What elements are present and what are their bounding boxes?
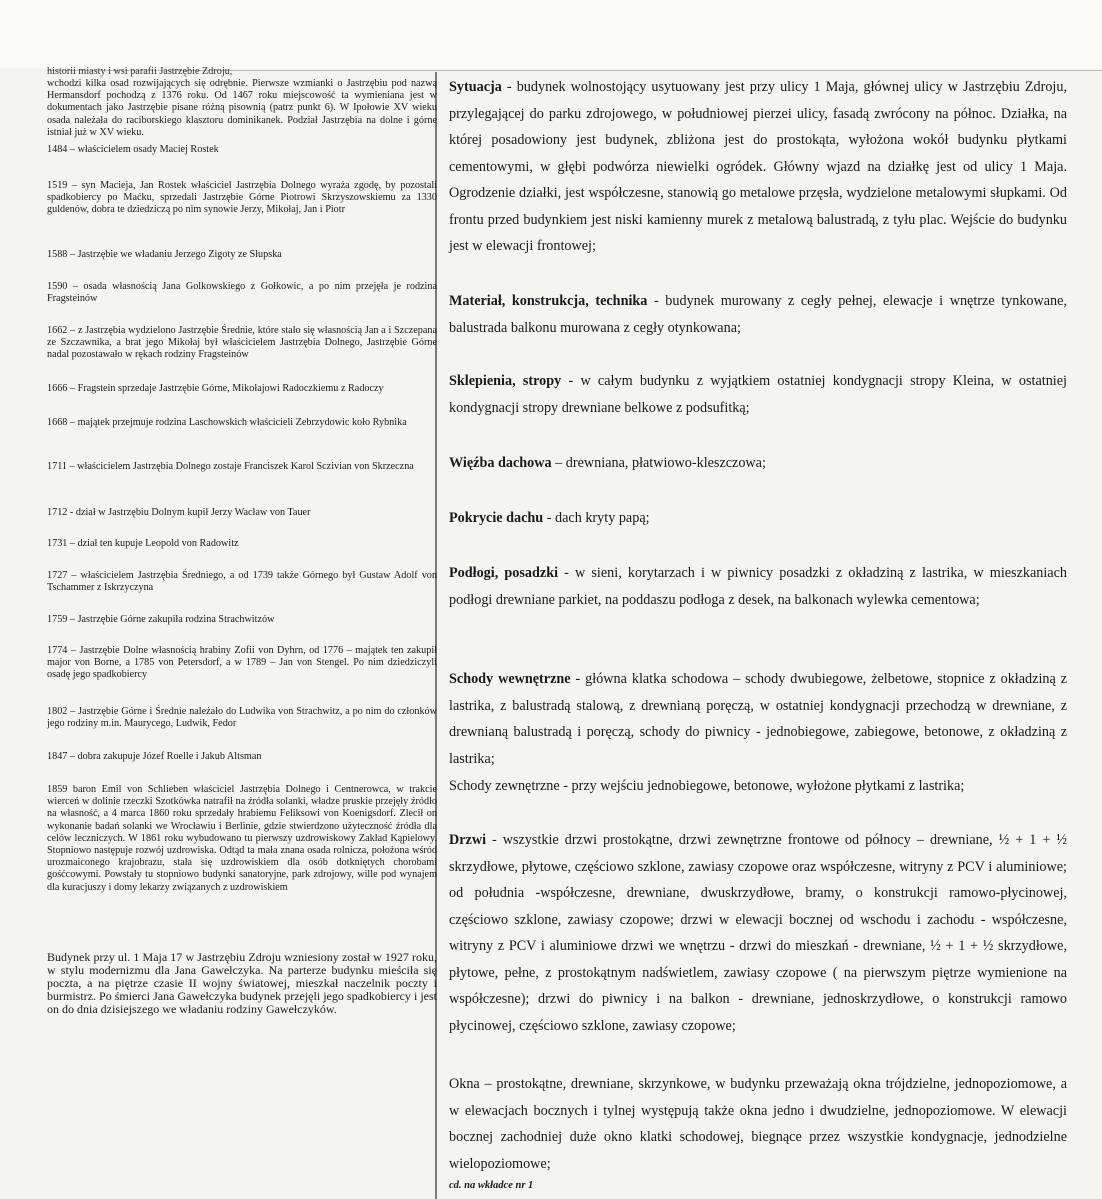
- section-sytuacja: Sytuacja - budynek wolnostojący usytuowany jest przy ulicy 1 Maja, głównej ulicy w Jastrzębiu Zdroju, przylegającej do parku zdrojowego, w południowej pierzei ulicy, fasadą zwrócony na północ. Działka, na której posadowiony jest budynek, zbliżona jest do prostokąta, wyłożona wokół budynku płytkami cementowymi, w głębi podwórza niewielki ogródek. Główny wjazd na działkę jest od ulicy 1 Maja. Ogrodzenie działki, jest współczesne, stanowią go metalowe przęsła, wydzielone metalowymi słupkami. Od frontu przed budynkiem jest niski kamienny murek z metalową balustradą, z tyłu plac. Wejście do budynku jest w elewacji frontowej;: [449, 79, 1067, 254]
- section-pokrycie: Pokrycie dachu - dach kryty papą;: [449, 510, 650, 526]
- history-entry-1519: 1519 – syn Macieja, Jan Rostek właściciel Jastrzębia Dolnego wyraża zgodę, by pozostali spadkobiercy po Maćku, sprzedali Jastrzębie Górne Piotrowi Skrzyszowskiemu za 1330 guldenów, dobra te dziedziczą po nim synowie Jerzy, Mikołaj, Jan i Piotr: [47, 180, 437, 216]
- history-entry-1588: 1588 – Jastrzębie we władaniu Jerzego Zigoty ze Słupska: [47, 249, 282, 260]
- history-entry-1847: 1847 – dobra zakupuje Józef Roelle i Jakub Altsman: [47, 751, 262, 762]
- history-entry-1727: 1727 – właścicielem Jastrzębia Średniego, a od 1739 także Górnego był Gustaw Adolf von Tschammer z Iskrzyczyna: [47, 570, 437, 594]
- building-history-paragraph: Budynek przy ul. 1 Maja 17 w Jastrzębiu Zdroju wzniesiony został w 1927 roku, w stylu modernizmu dla Jana Gawełczyka. Na parterze budynku mieściła się poczta, a na piętrze czasie II wojny światowej, mieszkał naczelnik poczty i burmistrz. Po śmierci Jana Gawełczyka budynek przejęli jego spadkobiercy i jest on do dnia dzisiejszego we władaniu rodziny Gawełczyków.: [47, 950, 437, 1016]
- history-entry-1668: 1668 – majątek przejmuje rodzina Laschowskich właścicieli Zebrzydowic koło Rybnika: [47, 417, 407, 428]
- section-heading: Sklepienia, stropy: [449, 373, 562, 389]
- top-margin: [0, 0, 1102, 68]
- cut-off-line: historii miasty i wsi parafii Jastrzębie Zdroju,: [47, 66, 233, 77]
- history-entry-1662: 1662 – z Jastrzębia wydzielono Jastrzębie Średnie, które stało się własnością Jan a i Szczepana ze Szczawnika, a brat jego Mikołaj był właścicielem Jastrzębia Dolnego, Jastrzębie Górne nadal pozostawało w rękach rodziny Fragsteinów: [47, 325, 437, 361]
- section-heading: Więźba dachowa: [449, 455, 552, 471]
- intro-paragraph: wchodzi kilka osad rozwijających się odrębnie. Pierwsze wzmianki o Jastrzębiu pod nazwą Hermansdorf pochodzą z 1376 roku. Od 1467 roku miejscowość ta wymieniana jest w dokumentach jako Jastrzębie pisane różną pisownią (patrz punkt 6). W Ipołowie XV wieku osada należała do raciborskiego klasztoru dominikanek. Podział Jastrzębia na dolne i górne istniał już w XV wieku.: [47, 78, 437, 138]
- history-entry-1774: 1774 – Jastrzębie Dolne własnością hrabiny Zofii von Dyhrn, od 1776 – majątek ten zakupił major von Borne, a 1785 von Petersdorf, a w 1789 – Jan von Stengel. Po nim dziedziczyli osadę jego spadkobiercy: [47, 645, 437, 681]
- history-entry-1859: 1859 baron Emil von Schlieben właściciel Jastrzębia Dolnego i Centnerowca, w trakcie wierceń w dolinie rzeczki Szotkówka natrafił na źródła solanki, władze pruskie przejęły źródło na własność, a 4 marca 1860 roku sprzedały hrabiemu Feliksowi von Koenigsdorf. Zlecił on wykonanie badań solanki we Wrocławiu i Berlinie, gdzie stwierdzono użyteczność źródła dla celów leczniczych. W 1861 roku wybudowano tu pierwszy uzdrowiskowy Zakład Kąpielowy. Stopniowo następuje rozwój uzdrowiska. Odtąd ta mała znana osada rolnicza, położona wśród urozmaiconego krajobrazu, stała się uzdrowiskiem dla osób dotkniętych chorobami gośćcowymi. Powstały tu stopniowo budynki sanatoryjne, park zdrojowy, wille pod wynajem dla kuracjuszy i domy lekarzy związanych z uzdrowiskiem: [47, 784, 437, 893]
- section-heading: Materiał, konstrukcja, technika: [449, 293, 648, 309]
- history-entry-1802: 1802 – Jastrzębie Górne i Średnie należało do Ludwika von Strachwitz, a po nim do członków jego rodziny m.in. Maurycego, Ludwik, Fedor: [47, 706, 437, 730]
- history-entry-1731: 1731 – dział ten kupuje Leopold von Radowitz: [47, 538, 239, 549]
- section-schody: Schody wewnętrzne - główna klatka schodowa – schody dwubiegowe, żelbetowe, stopnice z okładziną z lastrika, z balustradą stalową, z drewnianą poręczą, w ostatniej kondygnacji przechodzą w drewniane, z drewnianą balustradą i poręczą, schody do piwnicy - jednobiegowe, zabiegowe, betonowe, z okładziną z lastrika;: [449, 671, 1067, 767]
- section-drzwi: Drzwi - wszystkie drzwi prostokątne, drzwi zewnętrzne frontowe od północy – drewniane, ½ + 1 + ½ skrzydłowe, płytowe, częściowo szklone, zawiasy czopowe oraz współczesne, witryny z PCV i aluminiowe; od południa -współczesne, drewniane, dwuskrzydłowe, bramy, o konstrukcji ramowo-płycinowej, częściowo szklone, zawiasy czopowe; drzwi w elewacji bocznej od wschodu i zachodu - współczesne, witryny z PCV i aluminiowe drzwi we wnętrzu - drzwi do mieszkań - drewniane, ½ + 1 + ½ skrzydłowe, płytowe, pełne, z prostokątnym nadświetlem, zawiasy czopowe ( na pierwszym piętrze wymienione na współczesne); drzwi do piwnicy i na balkon - drewniane, jednoskrzydłowe, o konstrukcji ramowo płycinowej, częściowo szklone, zawiasy czopowe;: [449, 832, 1067, 1034]
- section-sklepienia: Sklepienia, stropy - w całym budynku z wyjątkiem ostatniej kondygnacji stropy Kleina, w ostatniej kondygnacji stropy drewniane belkowe z podsufitką;: [449, 373, 1067, 416]
- history-entry-1759: 1759 – Jastrzębie Górne zakupiła rodzina Strachwitzów: [47, 614, 275, 625]
- section-podlogi: Podłogi, posadzki - w sieni, korytarzach i w piwnicy posadzki z okładziną z lastrika, w mieszkaniach podłogi drewniane parkiet, na poddaszu podłoga z desek, na balkonach wylewka cementowa;: [449, 565, 1067, 608]
- section-heading: Pokrycie dachu: [449, 510, 544, 526]
- section-heading: Sytuacja: [449, 79, 502, 95]
- history-entry-1666: 1666 – Fragstein sprzedaje Jastrzębie Górne, Mikołajowi Radoczkiemu z Radoczy: [47, 383, 384, 394]
- history-entry-1484: 1484 – właścicielem osady Maciej Rostek: [47, 144, 219, 155]
- section-wiezba: Więźba dachowa – drewniana, płatwiowo-kleszczowa;: [449, 455, 766, 471]
- column-divider: [435, 72, 437, 1199]
- history-entry-1711: 1711 – właścicielem Jastrzębia Dolnego zostaje Franciszek Karol Sczivian von Skrzeczna: [47, 461, 414, 472]
- history-entry-1590: 1590 – osada własnością Jana Golkowskiego z Gołkowic, a po nim przejęła je rodzina Fragsteinów: [47, 281, 437, 305]
- history-intro: [47, 66, 437, 139]
- section-schody-zewnetrzne: Schody zewnętrzne - przy wejściu jednobiegowe, betonowe, wyłożone płytkami z lastrika;: [449, 778, 965, 794]
- section-heading: Podłogi, posadzki: [449, 565, 559, 581]
- continuation-note: cd. na wkładce nr 1: [449, 1180, 534, 1191]
- section-heading: Schody wewnętrzne: [449, 671, 571, 687]
- section-material: Materiał, konstrukcja, technika - budynek murowany z cegły pełnej, elewacje i wnętrze tynkowane, balustrada balkonu murowana z cegły otynkowana;: [449, 293, 1067, 336]
- history-entry-1712: 1712 - dział w Jastrzębiu Dolnym kupił Jerzy Wacław von Tauer: [47, 507, 311, 518]
- section-heading: Drzwi: [449, 832, 487, 848]
- section-okna: Okna – prostokątne, drewniane, skrzynkowe, w budynku przeważają okna trójdzielne, jednopoziomowe, a w elewacjach bocznych i tylnej występują także okna jedno i dwudzielne, jednopoziomowe. W elewacji bocznej zachodniej duże okno klatki schodowej, biegnące przez wszystkie kondygnacje, jednodzielne wielopoziomowe;: [449, 1076, 1067, 1172]
